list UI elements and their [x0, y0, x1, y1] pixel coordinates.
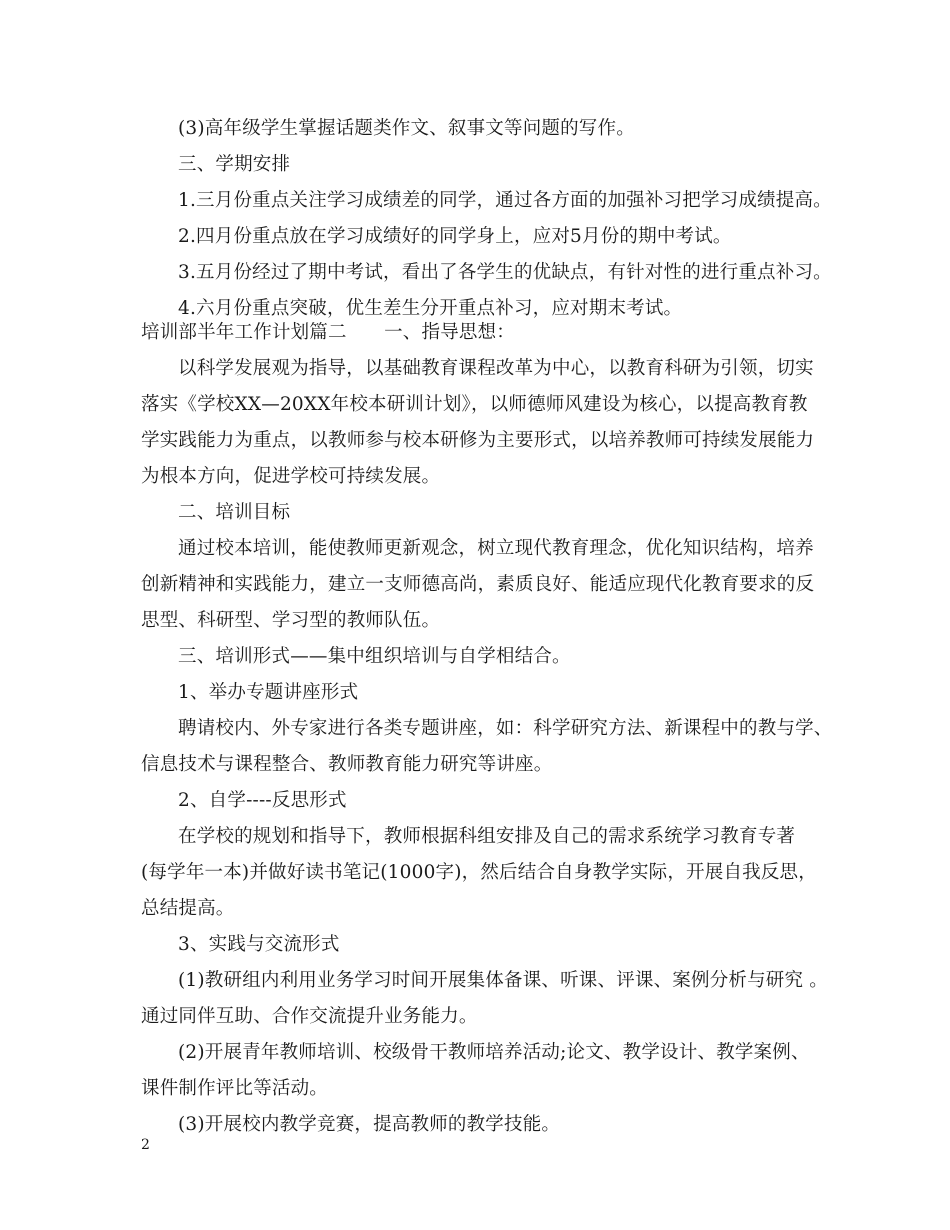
text-line: 为根本方向，促进学校可持续发展。 [141, 466, 441, 487]
text-line: 思型、科研型、学习型的教师队伍。 [141, 610, 441, 631]
text-line: (1)教研组内利用业务学习时间开展集体备课、听课、评课、案例分析与研究 。 [178, 970, 828, 991]
text-line: (2)开展青年教师培训、校级骨干教师培养活动;论文、教学设计、教学案例、 [178, 1042, 810, 1063]
text-line: 4.六月份重点突破，优生差生分开重点补习，应对期末考试。 [178, 298, 683, 319]
section-heading: 二、培训目标 [178, 502, 291, 523]
text-line: 信息技术与课程整合、教师教育能力研究等讲座。 [141, 754, 553, 775]
sub-heading: 1、举办专题讲座形式 [178, 682, 359, 703]
text-line: 通过同伴互助、合作交流提升业务能力。 [141, 1006, 478, 1027]
section-heading: 三、学期安排 [178, 154, 291, 175]
text-line: 创新精神和实践能力，建立一支师德高尚，素质良好、能适应现代化教育要求的反 [141, 574, 815, 595]
text-line: 以科学发展观为指导，以基础教育课程改革为中心，以教育科研为引领，切实 [178, 358, 814, 379]
text-line: 1.三月份重点关注学习成绩差的同学，通过各方面的加强补习把学习成绩提高。 [178, 190, 832, 211]
text-line: 学实践能力为重点，以教师参与校本研修为主要形式，以培养教师可持续发展能力 [141, 430, 815, 451]
text-line: 3.五月份经过了期中考试，看出了各学生的优缺点，有针对性的进行重点补习。 [178, 262, 832, 283]
text-line: 通过校本培训，能使教师更新观念，树立现代教育理念，优化知识结构，培养 [178, 538, 814, 559]
section-title: 培训部半年工作计划篇二 一、指导思想： [141, 322, 516, 343]
text-line: (3)开展校内教学竞赛，提高教师的教学技能。 [178, 1114, 561, 1135]
sub-heading: 3、实践与交流形式 [178, 934, 340, 955]
text-line: 总结提高。 [141, 898, 235, 919]
text-line: (每学年一本)并做好读书笔记(1000字)，然后结合自身教学实际，开展自我反思， [141, 862, 817, 883]
text-line: (3)高年级学生掌握话题类作文、叙事文等问题的写作。 [178, 118, 635, 139]
text-line: 在学校的规划和指导下，教师根据科组安排及自己的需求系统学习教育专著 [178, 826, 796, 847]
page-number: 2 [141, 1137, 150, 1153]
text-line: 聘请校内、外专家进行各类专题讲座，如：科学研究方法、新课程中的教与学、 [178, 718, 833, 739]
sub-heading: 2、自学----反思形式 [178, 790, 347, 811]
text-line: 课件制作评比等活动。 [141, 1078, 329, 1099]
text-line: 落实《学校XX—20XX年校本研训计划》，以师德师风建设为核心，以提高教育教 [141, 394, 808, 415]
section-heading: 三、培训形式——集中组织培训与自学相结合。 [178, 646, 571, 667]
text-line: 2.四月份重点放在学习成绩好的同学身上，应对5月份的期中考试。 [178, 226, 732, 247]
